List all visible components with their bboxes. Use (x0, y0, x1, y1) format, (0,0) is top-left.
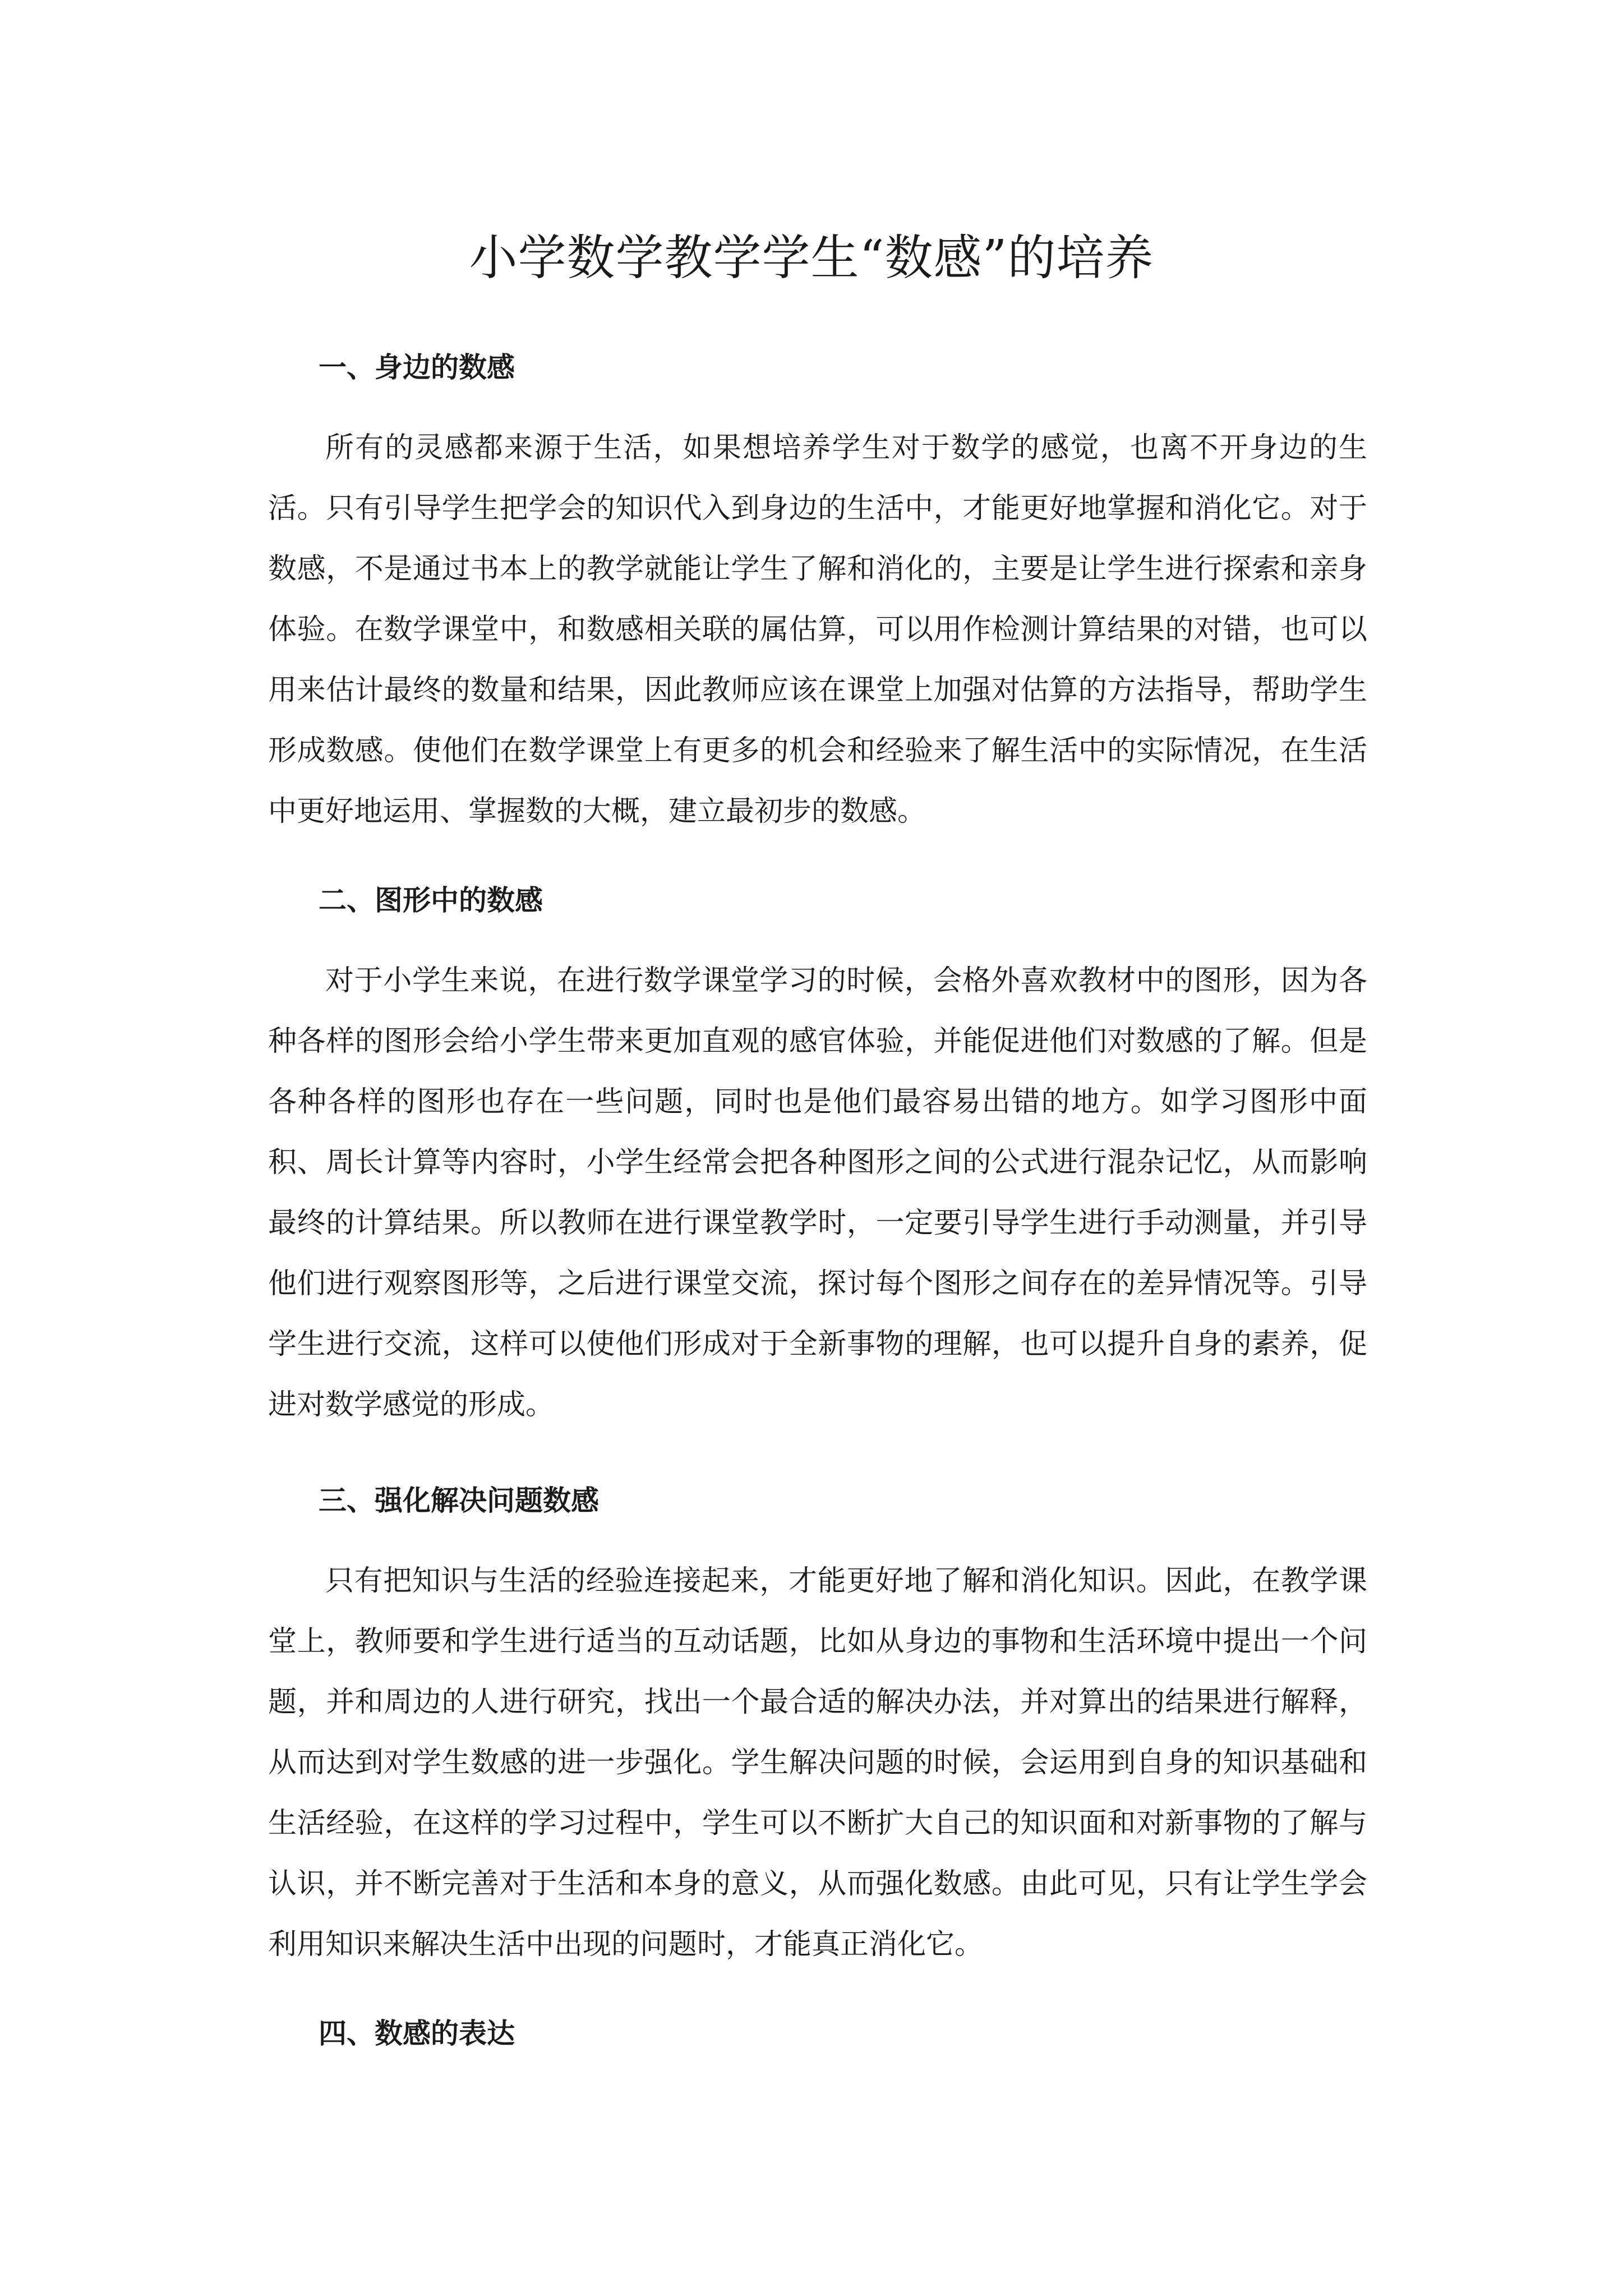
section-paragraph: 所有的灵感都来源于生活，如果想培养学生对于数学的感觉，也离不开身边的生活。只有引导学生把学会的知识代入到身边的生活中，才能更好地掌握和消化它。对于数感，不是通过书本上的教学就能让学生了解和消化的，主要是让学生进行探索和亲身体验。在数学课堂中，和数感相关联的属估算，可以用作检测计算结果的对错，也可以用来估计最终的数量和结果，因此教师应该在课堂上加强对估算的方法指导，帮助学生形成数感。使他们在数学课堂上有更多的机会和经验来了解生活中的实际情况，在生活中更好地运用、掌握数的大概，建立最初步的数感。 (268, 431, 1367, 828)
section-paragraph: 对于小学生来说，在进行数学课堂学习的时候，会格外喜欢教材中的图形，因为各种各样的图形会给小学生带来更加直观的感官体验，并能促进他们对数感的了解。但是各种各样的图形也存在一些问题，同时也是他们最容易出错的地方。如学习图形中面积、周长计算等内容时，小学生经常会把各种图形之间的公式进行混杂记忆，从而影响最终的计算结果。所以教师在进行课堂教学时，一定要引导学生进行手动测量，并引导他们进行观察图形等，之后进行课堂交流，探讨每个图形之间存在的差异情况等。引导学生进行交流，这样可以使他们形成对于全新事物的理解，也可以提升自身的素养，促进对数学感觉的形成。 (268, 964, 1367, 1421)
section-paragraph: 只有把知识与生活的经验连接起来，才能更好地了解和消化知识。因此，在教学课堂上，教师要和学生进行适当的互动话题，比如从身边的事物和生活环境中提出一个问题，并和周边的人进行研究，找出一个最合适的解决办法，并对算出的结果进行解释，从而达到对学生数感的进一步强化。学生解决问题的时候，会运用到自身的知识基础和生活经验，在这样的学习过程中，学生可以不断扩大自己的知识面和对新事物的了解与认识，并不断完善对于生活和本身的意义，从而强化数感。由此可见，只有让学生学会利用知识来解决生活中出现的问题时，才能真正消化它。 (268, 1565, 1367, 1961)
section-heading: 四、数感的表达 (319, 2017, 515, 2050)
section-heading: 二、图形中的数感 (319, 884, 543, 917)
section-heading: 一、身边的数感 (319, 351, 515, 384)
section-heading: 三、强化解决问题数感 (319, 1484, 599, 1517)
document-title: 小学数学教学学生“数感”的培养 (469, 230, 1154, 286)
